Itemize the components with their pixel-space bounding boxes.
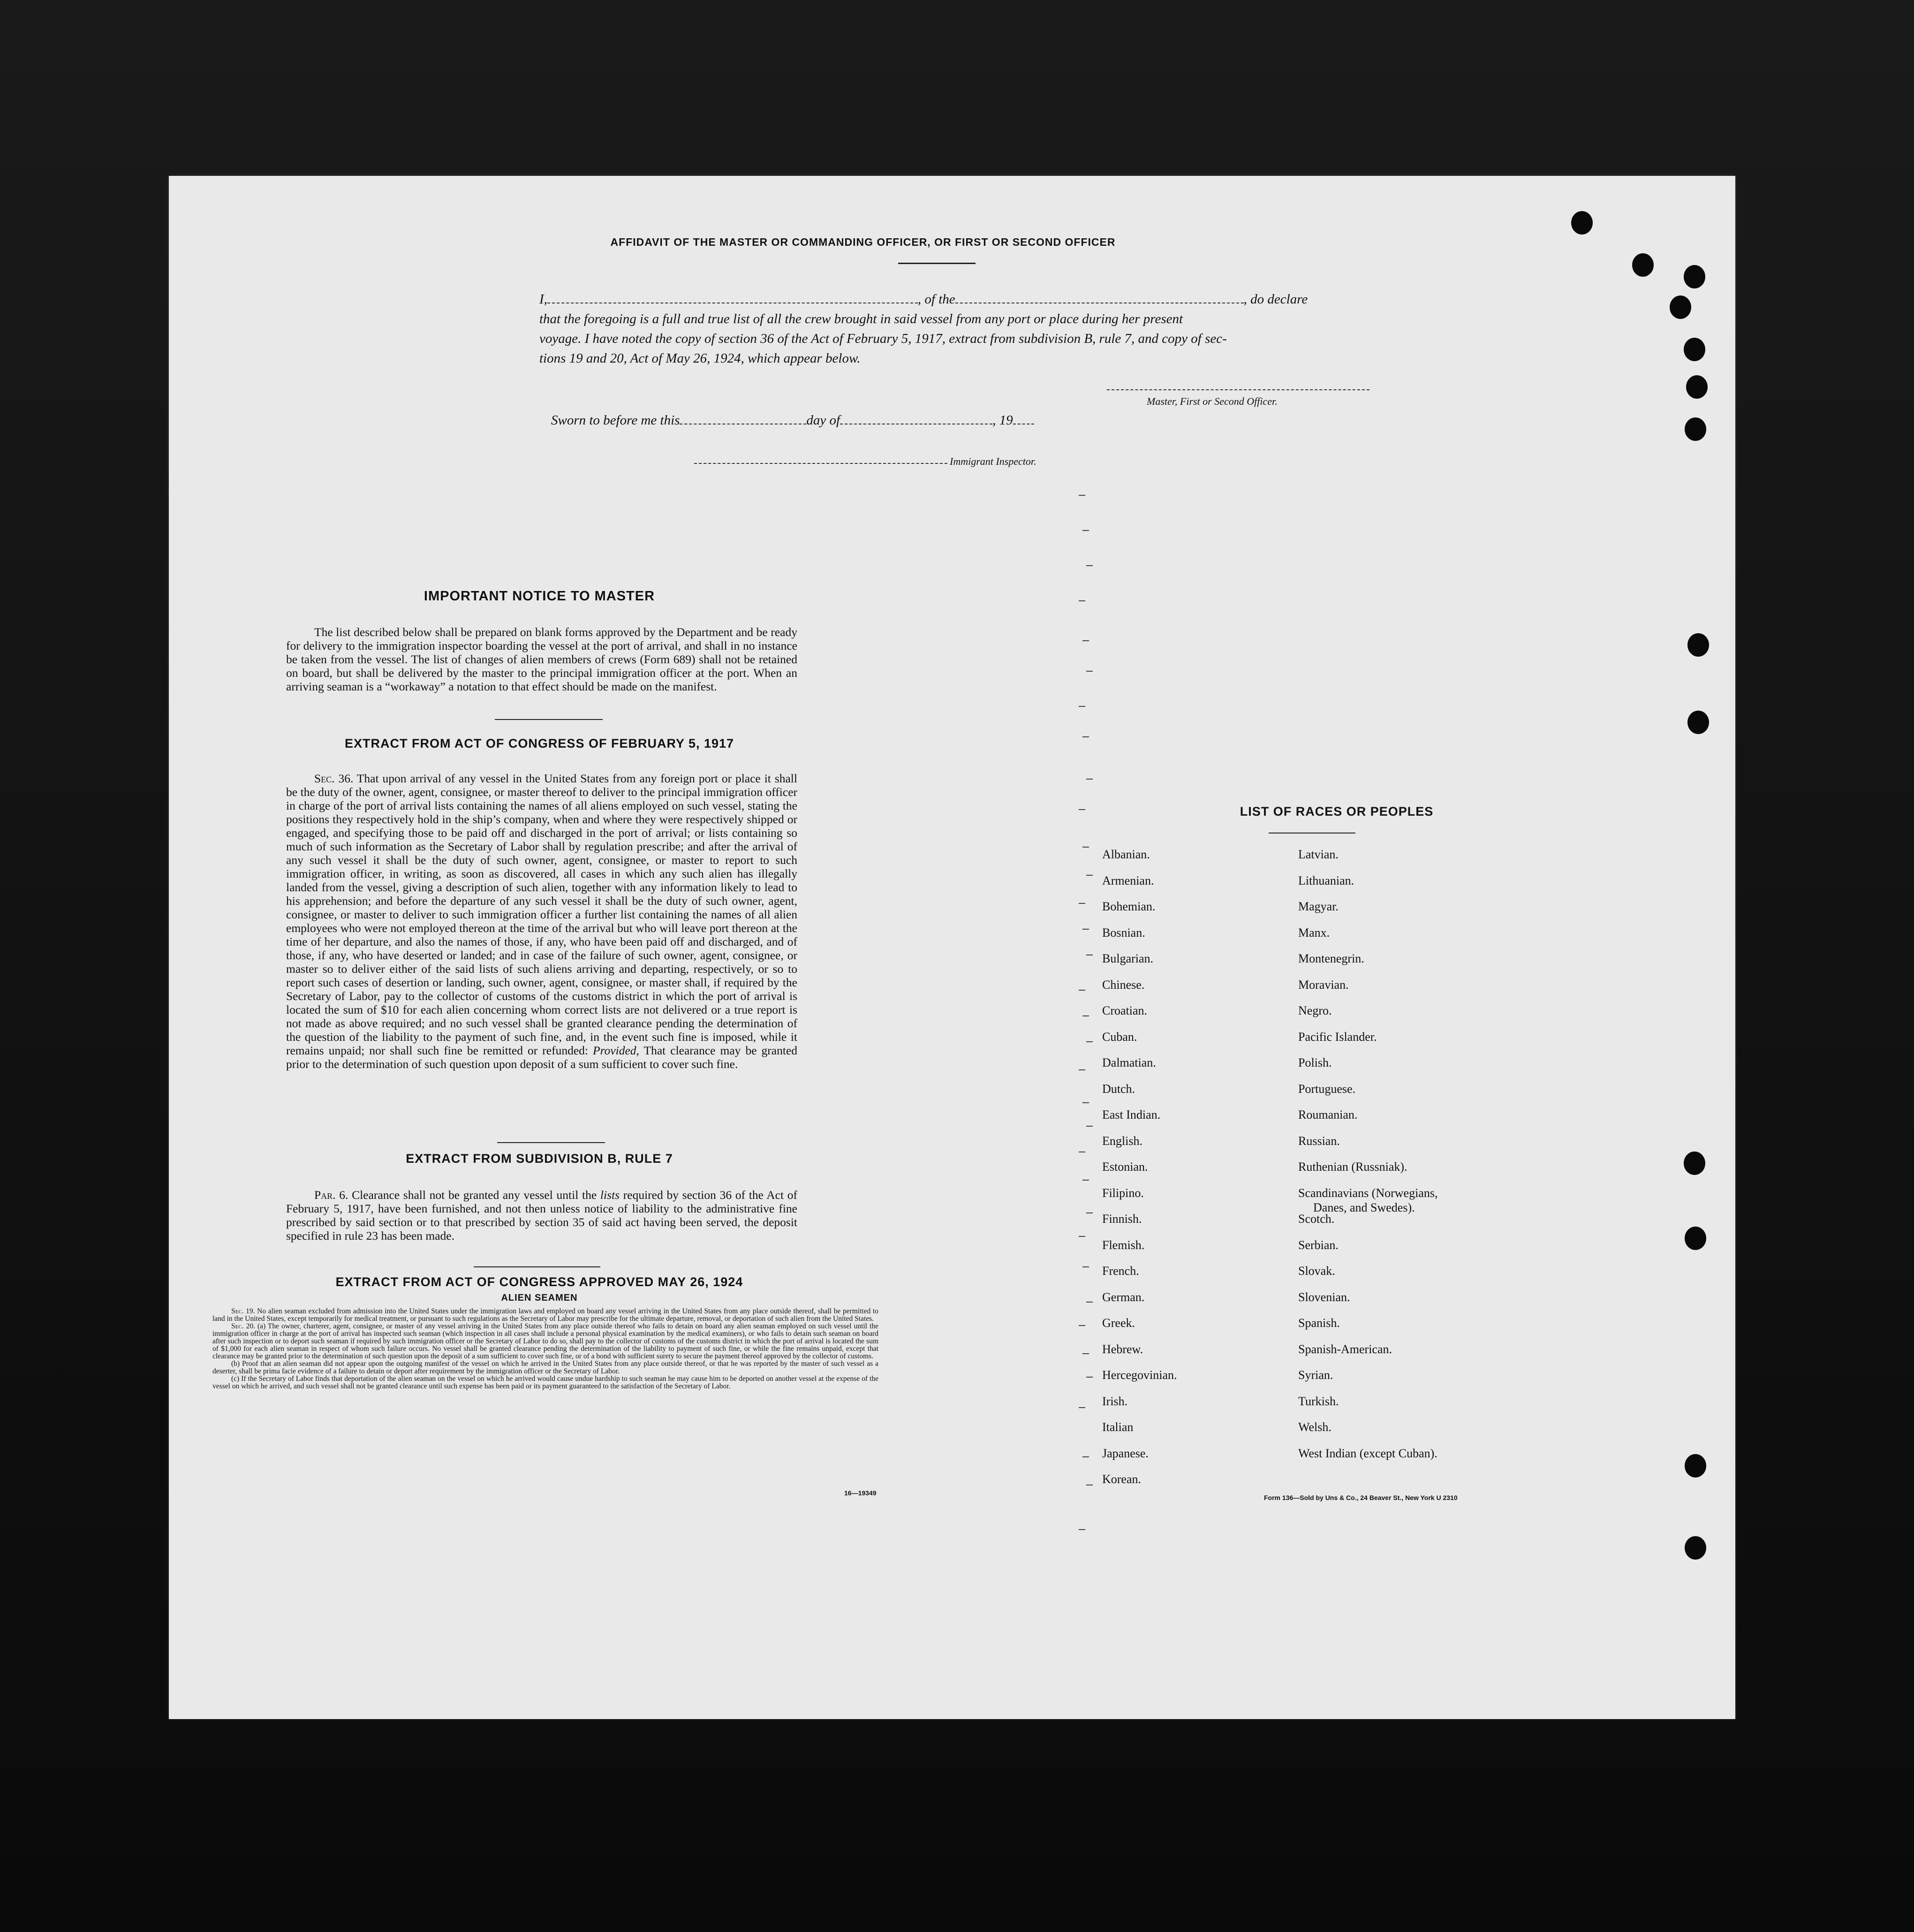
margin-dash [1079, 706, 1085, 707]
margin-dash [1079, 990, 1085, 991]
race-item: Japanese. [1102, 1446, 1149, 1460]
race-item: Spanish-American. [1298, 1342, 1392, 1356]
race-item: Portuguese. [1298, 1082, 1356, 1096]
sec-20a-text: (a) The owner, charterer, agent, consignee, or master of any vessel arriving in the United States from any place outside thereof who fails to detain on board any alien seaman employed on such vessel until the immigration officer in charge at the port of arrival has inspected such seaman (which inspection in all cases shall include a personal physical examination by the medical examiners), or who fails to detain such seaman on board after such inspection or to deport such seaman if required by such immigration officer or the Secretary of Labor to do so, shall pay to the collector of customs of the customs district in which the port of arrival is located the sum of $1,000 for each alien seaman in respect of whom such failure occurs. No vessel shall be granted clearance pending the determination of the liability to payment of such fine, or while the fine remains unpaid, except that clearance may be granted prior to the determination of such question upon the deposit of a sum sufficient to cover such fine, or of a bond with sufficient surety to secure the payment thereof approved by the collector of customs. [212, 1322, 878, 1360]
race-item: Roumanian. [1298, 1108, 1358, 1121]
race-item: Turkish. [1298, 1394, 1339, 1408]
extract-1924-text [212, 1308, 878, 1390]
race-item: Latvian. [1298, 848, 1339, 861]
sec-20b-text: (b) Proof that an alien seaman did not appear upon the outgoing manifest of the vessel on which he arrived in the United States from any place outside thereof, or that he was reported by the master of such vessel as a deserter, shall be prima facie evidence of a failure to detain or deport after requirement by the immigration officer or the Secretary of Labor. [212, 1360, 878, 1375]
margin-dash [1086, 1377, 1093, 1378]
alien-seamen-subtitle: ALIEN SEAMEN [501, 1293, 578, 1303]
race-item: East Indian. [1102, 1108, 1161, 1121]
race-item: Montenegrin. [1298, 952, 1364, 965]
race-item: Dutch. [1102, 1082, 1135, 1096]
race-item: Bulgarian. [1102, 952, 1154, 965]
master-signature-line[interactable] [1107, 389, 1369, 390]
extract-1924-title: EXTRACT FROM ACT OF CONGRESS APPROVED MAY 26, 1924 [335, 1275, 743, 1289]
race-item: Serbian. [1298, 1238, 1339, 1252]
affidavit-line-3: voyage. I have noted the copy of section 36 of the Act of February 5, 1917, extract from subdivision B, rule 7, and copy of sec- [539, 331, 1227, 346]
race-item: Welsh. [1298, 1420, 1331, 1434]
sec-19-paragraph [212, 1308, 878, 1323]
race-item: Estonian. [1102, 1160, 1148, 1174]
binder-hole [1687, 633, 1709, 657]
margin-dash [1086, 565, 1093, 566]
margin-dash [1086, 1126, 1093, 1127]
race-item: Cuban. [1102, 1030, 1137, 1044]
notice-text: The list described below shall be prepared on blank forms approved by the Department and be ready for delivery to the immigration inspector boarding the vessel at the port of arrival, and shall in no instance be taken from the vessel. The list of changes of alien members of crews (Form 689) shall not be retained on board, but shall be delivered by the master to the principal immigration officer at the port. When an arriving seaman is a “workaway” a notation to that effect should be made on the manifest. [286, 625, 797, 693]
sec-36-body: That upon arrival of any vessel in the United States from any foreign port or place it shall be the duty of the owner, agent, consignee, or master thereof to deliver to the principal immigration officer in charge of the port of arrival lists containing the names of all aliens employed on such vessel, stating the positions they respectively hold in the ship’s company, when and where they were respectively shipped or engaged, and specifying those to be paid off and discharged in the port of arrival; or lists containing so much of such information as the Secretary of Labor shall by regulation prescribe; and after the arrival of any such vessel it shall be the duty of such owner, agent, consignee, or master to report to such immigration officer, in writing, as soon as discovered, all cases in which any such alien has illegally landed from the vessel, giving a description of such alien, together with any information likely to lead to his apprehension; and before the departure of any such vessel it shall be the duty of such owner, agent, consignee, or master to deliver to such immigration officer a further list containing the names of all alien employees who were not employed thereon at the time of the arrival but who will leave port thereon at the time of her departure, and also the names of those, if any, who have been paid off and discharged, and of those, if any, who have deserted or landed; and in case of the failure of such owner, agent, consignee, or master so to deliver either of the said lists of such aliens arriving and departing, respectively, or so to report such cases of desertion or landing, such owner, agent, consignee, or master shall, if required by the Secretary of Labor, pay to the collector of customs of the customs district in which the port of arrival is located the sum of $10 for each alien concerning whom correct lists are not delivered or a true report is not made as above required; and no such vessel shall be granted clearance pending the determination of the question of the liability to the payment of such fine, and, in the event such fine is imposed, while it remains unpaid; nor shall such fine be remitted or refunded: [286, 772, 797, 1057]
affidavit-i: I, [539, 292, 547, 307]
margin-dash [1082, 1266, 1089, 1267]
race-item: Polish. [1298, 1056, 1332, 1069]
margin-dash [1079, 1236, 1085, 1237]
sec-19-label: Sec. 19. [231, 1307, 255, 1315]
margin-dash [1082, 1015, 1089, 1016]
affidavit-title: AFFIDAVIT OF THE MASTER OR COMMANDING OFFICER, OR FIRST OR SECOND OFFICER [610, 236, 1116, 248]
inspector-signature-line[interactable] [694, 463, 947, 464]
margin-dash [1086, 1302, 1093, 1303]
margin-dash [1082, 929, 1089, 930]
race-item: Chinese. [1102, 977, 1145, 992]
extract-1917-text [286, 772, 797, 1071]
margin-dash [1086, 671, 1093, 672]
race-item: Filipino. [1102, 1186, 1144, 1200]
rule-7-title: EXTRACT FROM SUBDIVISION B, RULE 7 [406, 1152, 673, 1166]
notice-title: IMPORTANT NOTICE TO MASTER [424, 589, 655, 604]
master-signature-label: Master, First or Second Officer. [1147, 395, 1278, 407]
binder-hole [1685, 1536, 1706, 1560]
sec-36-label: Sec. 36. [314, 772, 354, 785]
par-6-text-b: required by section 36 of the Act of February 5, 1917, have been furnished, and not then unless notice of liability to the administrative fine prescribed by said section or to that prescribed by section 35 of said act having been served, the deposit specified in rule 23 has been made. [286, 1188, 798, 1243]
race-item: Scotch. [1298, 1212, 1335, 1226]
affidavit-declare: , do declare [1243, 292, 1308, 307]
margin-dash [1079, 600, 1085, 601]
race-item: Slovenian. [1298, 1290, 1350, 1304]
race-item: West Indian (except Cuban). [1298, 1446, 1437, 1460]
races-title: LIST OF RACES OR PEOPLES [1240, 804, 1434, 818]
race-item: Moravian. [1298, 977, 1349, 992]
race-item: Scandinavians (Norwegians, [1298, 1186, 1438, 1200]
par-6-label: Par. 6. [314, 1188, 348, 1202]
race-item: Greek. [1102, 1316, 1135, 1330]
margin-dash [1079, 809, 1085, 810]
race-item: English. [1102, 1134, 1142, 1148]
sec-20-paragraph [212, 1323, 878, 1360]
race-item: Hercegovinian. [1102, 1368, 1177, 1382]
par-6-text-a: Clearance shall not be granted any vessel until the [352, 1188, 597, 1202]
race-item: Armenian. [1102, 873, 1154, 887]
affidavit-line-4: tions 19 and 20, Act of May 26, 1924, which appear below. [539, 351, 861, 366]
race-item: Ruthenian (Russniak). [1298, 1160, 1407, 1174]
par-6-lists: lists [600, 1188, 620, 1202]
race-item: Dalmatian. [1102, 1056, 1156, 1069]
title-underline [898, 263, 976, 264]
race-item: Negro. [1298, 1004, 1332, 1017]
race-item: Magyar. [1298, 900, 1339, 913]
race-item: Finnish. [1102, 1212, 1142, 1226]
separator [497, 1142, 605, 1143]
binder-hole [1684, 265, 1705, 288]
affidavit-line-2: that the foregoing is a full and true list of all the crew brought in said vessel from any port or place during her present [539, 311, 1183, 326]
sworn-year-prefix: , 19 [992, 413, 1013, 428]
binder-hole [1687, 711, 1709, 734]
margin-dash [1082, 847, 1089, 848]
margin-dash [1086, 779, 1093, 780]
race-item: Pacific Islander. [1298, 1030, 1377, 1044]
race-item: Italian [1102, 1420, 1134, 1434]
binder-hole [1632, 253, 1654, 277]
binder-hole [1670, 295, 1691, 319]
race-item: Russian. [1298, 1134, 1340, 1148]
race-item: Danes, and Swedes). [1313, 1200, 1415, 1214]
binder-hole [1685, 1227, 1706, 1250]
margin-dash [1079, 1529, 1085, 1530]
affidavit-of-the: , of the [917, 292, 955, 307]
race-item: Korean. [1102, 1472, 1142, 1486]
margin-dash [1086, 875, 1093, 876]
margin-dash [1082, 1456, 1089, 1457]
margin-dash [1079, 903, 1085, 904]
margin-dash [1079, 1325, 1085, 1326]
extract-1917-title: EXTRACT FROM ACT OF CONGRESS OF FEBRUARY 5, 1917 [344, 736, 734, 750]
race-item: Albanian. [1102, 848, 1150, 861]
race-item: Spanish. [1298, 1316, 1340, 1330]
binder-hole [1686, 375, 1708, 399]
margin-dash [1079, 1069, 1085, 1070]
race-item: German. [1102, 1290, 1145, 1304]
race-item: Hebrew. [1102, 1342, 1143, 1356]
sworn-text: Sworn to before me this [551, 413, 680, 428]
margin-dash [1079, 1407, 1085, 1408]
document-page [169, 176, 1735, 1719]
binder-hole [1684, 338, 1705, 361]
margin-dash [1082, 640, 1089, 641]
margin-dash [1086, 1041, 1093, 1042]
inspector-signature-label: Immigrant Inspector. [950, 455, 1036, 467]
form-note: Form 136—Sold by Uns & Co., 24 Beaver St., New York U 2310 [1264, 1494, 1458, 1501]
race-item: Croatian. [1102, 1004, 1148, 1017]
margin-dash [1082, 1353, 1089, 1354]
margin-dash [1082, 736, 1089, 737]
margin-dash [1079, 495, 1085, 496]
rule-7-text [286, 1188, 797, 1243]
provided-text: That clearance may be granted prior to the determination of such question upon deposit of a sum sufficient to cover such fine. [286, 1044, 798, 1071]
race-item: Manx. [1298, 925, 1330, 939]
sec-20-label: Sec. 20. [231, 1322, 255, 1330]
sworn-day-of: day of [806, 413, 840, 428]
affidavit-line-1 [539, 289, 1562, 309]
margin-dash [1086, 1212, 1093, 1213]
race-item: Bohemian. [1102, 900, 1156, 913]
affidavit-declaration [539, 289, 1562, 368]
binder-hole [1685, 417, 1706, 441]
sworn-line [551, 413, 1034, 428]
race-item: Syrian. [1298, 1368, 1333, 1382]
race-item: Lithuanian. [1298, 873, 1354, 887]
separator [495, 719, 603, 720]
race-item: Bosnian. [1102, 925, 1145, 939]
sec-19-text: No alien seaman excluded from admission into the United States under the immigration laws and employed on board any vessel arriving in the United States from any place outside thereof, shall be permitted to land in the United States, except temporarily for medical treatment, or pursuant to such regulations as the Secretary of Labor may prescribe for the ultimate departure, removal, or deportation of such alien from the United States. [212, 1307, 878, 1323]
print-code: 16—19349 [844, 1489, 877, 1497]
binder-hole [1684, 1152, 1705, 1175]
race-item: Slovak. [1298, 1264, 1335, 1278]
race-item: Flemish. [1102, 1238, 1145, 1252]
margin-dash [1082, 1180, 1089, 1181]
margin-dash [1082, 1102, 1089, 1103]
binder-hole [1685, 1454, 1706, 1477]
margin-dash [1082, 530, 1089, 531]
race-item: Irish. [1102, 1394, 1128, 1408]
binder-hole [1571, 211, 1593, 235]
race-item: French. [1102, 1264, 1139, 1278]
sec-20c-text: (c) If the Secretary of Labor finds that deportation of the alien seaman on the vessel on which he arrived would cause undue hardship to such seaman he may cause him to be deported on another vessel at the expense of the vessel on which he arrived, and such vessel shall not be granted clearance until such expense has been paid or its payment guaranteed to the satisfaction of the Secretary of Labor. [212, 1375, 878, 1390]
provided-label: Provided, [593, 1044, 639, 1057]
separator [474, 1266, 600, 1267]
